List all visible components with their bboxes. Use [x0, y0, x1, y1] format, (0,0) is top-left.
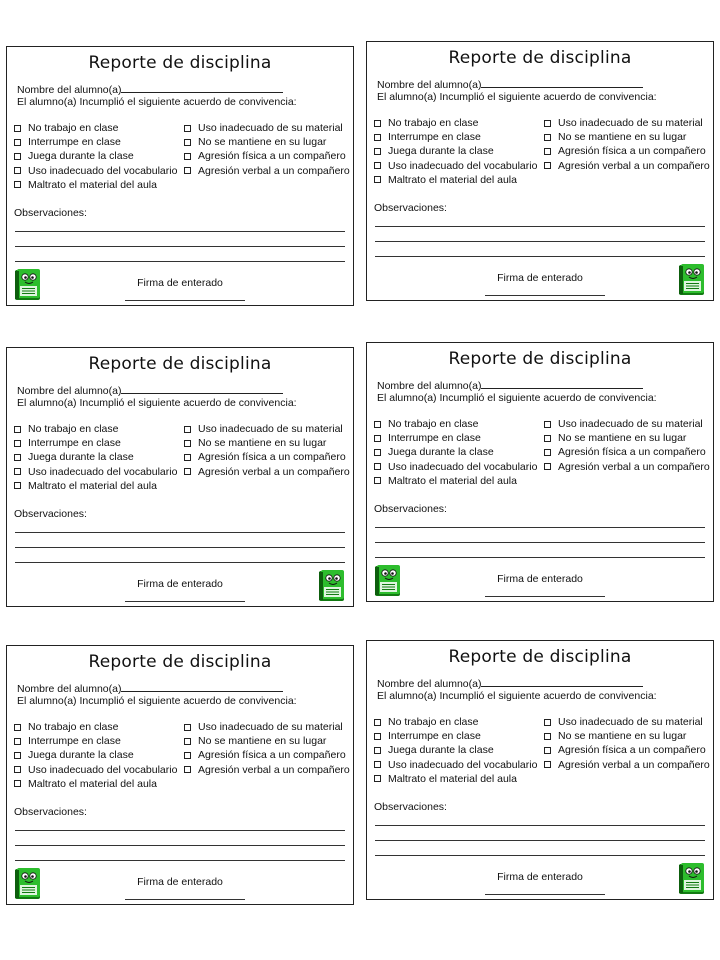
checklist-left — [14, 422, 177, 493]
checklist-item-label: Agresión física a un compañero — [198, 150, 346, 163]
agreement-text: El alumno(a) Incumplió el siguiente acuerdo de convivencia: — [17, 397, 297, 409]
checkbox-icon[interactable] — [374, 719, 381, 726]
checklist-item[interactable] — [184, 422, 350, 436]
checklist-item-label: Juega durante la clase — [28, 150, 134, 163]
checkbox-icon[interactable] — [184, 125, 191, 132]
observation-line[interactable] — [375, 840, 705, 841]
checklist-item-label: Interrumpe en clase — [28, 136, 121, 149]
card-title: Reporte de disciplina — [448, 48, 632, 68]
checkbox-icon[interactable] — [374, 761, 381, 768]
green-book-mascot-icon — [678, 262, 706, 296]
checklist-item-label: Agresión verbal a un compañero — [558, 758, 710, 771]
discipline-report-card — [6, 645, 354, 905]
observation-line[interactable] — [15, 532, 345, 533]
checkbox-icon[interactable] — [184, 724, 191, 731]
checklist-item[interactable] — [184, 121, 350, 135]
checkbox-icon[interactable] — [544, 120, 551, 127]
student-name-label: Nombre del alumno(a) — [17, 683, 122, 695]
checklist-item[interactable] — [544, 417, 710, 431]
checkbox-icon[interactable] — [184, 454, 191, 461]
checklist-item[interactable] — [544, 130, 710, 144]
checklist-item-label: Agresión verbal a un compañero — [558, 159, 710, 172]
agreement-text: El alumno(a) Incumplió el siguiente acuerdo de convivencia: — [377, 91, 657, 103]
checklist-item-label: Maltrato el material del aula — [388, 474, 517, 487]
checklist-item[interactable] — [14, 748, 177, 762]
checklist-item[interactable] — [184, 436, 350, 450]
checkbox-icon[interactable] — [544, 719, 551, 726]
checkbox-icon[interactable] — [374, 134, 381, 141]
checklist-item-label: No se mantiene en su lugar — [558, 730, 687, 743]
checkbox-icon[interactable] — [14, 139, 21, 146]
observation-line[interactable] — [15, 231, 345, 232]
signature-line[interactable] — [485, 894, 605, 895]
checkbox-icon[interactable] — [14, 167, 21, 174]
signature-line[interactable] — [125, 300, 245, 301]
checkbox-icon[interactable] — [14, 482, 21, 489]
checklist-item-label: Maltrato el material del aula — [28, 777, 157, 790]
checklist-item-label: Interrumpe en clase — [388, 432, 481, 445]
checklist-item[interactable] — [374, 474, 537, 488]
checklist-item[interactable] — [544, 431, 710, 445]
checklist-item-label: Juega durante la clase — [388, 145, 494, 158]
checkbox-icon[interactable] — [184, 153, 191, 160]
checklist-item[interactable] — [14, 164, 177, 178]
checkbox-icon[interactable] — [544, 134, 551, 141]
checklist-item-label: Maltrato el material del aula — [28, 479, 157, 492]
checklist-item[interactable] — [374, 772, 537, 786]
card-title: Reporte de disciplina — [88, 652, 272, 672]
checklist-item[interactable] — [184, 465, 350, 479]
checkbox-icon[interactable] — [14, 724, 21, 731]
student-name-field[interactable] — [377, 78, 643, 91]
checklist-item-label: No se mantiene en su lugar — [558, 432, 687, 445]
checklist-item-label: Agresión verbal a un compañero — [198, 164, 350, 177]
checklist-left — [374, 715, 537, 786]
checkbox-icon[interactable] — [374, 733, 381, 740]
checkbox-icon[interactable] — [374, 421, 381, 428]
checklist-item-label: Uso inadecuado del vocabulario — [388, 758, 538, 771]
checklist-item-label: Interrumpe en clase — [388, 131, 481, 144]
checklist-item[interactable] — [14, 450, 177, 464]
observation-line[interactable] — [15, 845, 345, 846]
checklist-item[interactable] — [374, 445, 537, 459]
checkbox-icon[interactable] — [14, 766, 21, 773]
checklist-item[interactable] — [544, 715, 710, 729]
checklist-item-label: No trabajo en clase — [388, 418, 479, 431]
checkbox-icon[interactable] — [184, 738, 191, 745]
agreement-text: El alumno(a) Incumplió el siguiente acuerdo de convivencia: — [377, 690, 657, 702]
green-book-mascot-icon — [318, 568, 346, 602]
checklist-item[interactable] — [14, 734, 177, 748]
checklist-item[interactable] — [14, 422, 177, 436]
checklist-item-label: Uso inadecuado del vocabulario — [28, 465, 178, 478]
student-name-field[interactable] — [377, 379, 643, 392]
checklist-right — [184, 422, 350, 479]
checklist-item-label: Agresión física a un compañero — [558, 145, 706, 158]
checkbox-icon[interactable] — [184, 440, 191, 447]
checkbox-icon[interactable] — [14, 468, 21, 475]
signature-label: Firma de enterado — [137, 578, 223, 590]
checkbox-icon[interactable] — [374, 176, 381, 183]
checklist-item[interactable] — [14, 121, 177, 135]
checkbox-icon[interactable] — [544, 463, 551, 470]
observations-label: Observaciones: — [14, 508, 87, 520]
checklist-item[interactable] — [14, 465, 177, 479]
checkbox-icon[interactable] — [544, 421, 551, 428]
checklist-item-label: Uso inadecuado del vocabulario — [388, 460, 538, 473]
checklist-item[interactable] — [544, 445, 710, 459]
checklist-item[interactable] — [544, 144, 710, 158]
discipline-report-card — [6, 347, 354, 607]
checkbox-icon[interactable] — [374, 775, 381, 782]
student-name-blank[interactable] — [121, 83, 283, 93]
checkbox-icon[interactable] — [14, 738, 21, 745]
checklist-item[interactable] — [184, 450, 350, 464]
checklist-item[interactable] — [184, 149, 350, 163]
checklist-item[interactable] — [14, 763, 177, 777]
checkbox-icon[interactable] — [544, 733, 551, 740]
checklist-item[interactable] — [374, 173, 537, 187]
checklist-item-label: Agresión física a un compañero — [198, 451, 346, 464]
checklist-right — [544, 417, 710, 474]
checkbox-icon[interactable] — [14, 426, 21, 433]
student-name-field[interactable] — [17, 83, 283, 96]
checkbox-icon[interactable] — [374, 463, 381, 470]
signature-label: Firma de enterado — [137, 277, 223, 289]
student-name-blank[interactable] — [121, 384, 283, 394]
observation-line[interactable] — [375, 855, 705, 856]
checklist-item[interactable] — [374, 729, 537, 743]
checklist-item[interactable] — [374, 743, 537, 757]
checklist-left — [14, 121, 177, 192]
checklist-item[interactable] — [374, 159, 537, 173]
checkbox-icon[interactable] — [374, 449, 381, 456]
checkbox-icon[interactable] — [544, 435, 551, 442]
checkbox-icon[interactable] — [14, 440, 21, 447]
checklist-item-label: Agresión física a un compañero — [198, 749, 346, 762]
checkbox-icon[interactable] — [374, 747, 381, 754]
observation-line[interactable] — [375, 256, 705, 257]
checklist-item-label: Uso inadecuado de su material — [198, 721, 343, 734]
checklist-item[interactable] — [184, 748, 350, 762]
checklist-item[interactable] — [184, 734, 350, 748]
checkbox-icon[interactable] — [544, 761, 551, 768]
observation-line[interactable] — [15, 830, 345, 831]
checklist-item[interactable] — [544, 758, 710, 772]
checkbox-icon[interactable] — [544, 747, 551, 754]
checklist-item-label: No trabajo en clase — [28, 122, 119, 135]
card-title: Reporte de disciplina — [88, 53, 272, 73]
observation-line[interactable] — [15, 246, 345, 247]
checkbox-icon[interactable] — [14, 125, 21, 132]
observations-label: Observaciones: — [374, 801, 447, 813]
checklist-item[interactable] — [374, 144, 537, 158]
checkbox-icon[interactable] — [184, 426, 191, 433]
checklist-item-label: No se mantiene en su lugar — [198, 437, 327, 450]
observation-line[interactable] — [375, 542, 705, 543]
checklist-item-label: Juega durante la clase — [388, 446, 494, 459]
checklist-right — [184, 720, 350, 777]
checklist-left — [374, 417, 537, 488]
student-name-blank[interactable] — [121, 682, 283, 692]
checklist-item[interactable] — [374, 130, 537, 144]
student-name-blank[interactable] — [481, 677, 643, 687]
checkbox-icon[interactable] — [184, 468, 191, 475]
checklist-item-label: Interrumpe en clase — [388, 730, 481, 743]
checklist-item-label: Juega durante la clase — [28, 451, 134, 464]
checklist-right — [544, 715, 710, 772]
checklist-item[interactable] — [14, 178, 177, 192]
checklist-item-label: No se mantiene en su lugar — [558, 131, 687, 144]
checklist-item-label: Uso inadecuado de su material — [198, 122, 343, 135]
checklist-item-label: Uso inadecuado de su material — [558, 716, 703, 729]
checklist-item-label: No trabajo en clase — [388, 117, 479, 130]
observation-line[interactable] — [375, 557, 705, 558]
signature-line[interactable] — [485, 295, 605, 296]
signature-line[interactable] — [125, 899, 245, 900]
student-name-label: Nombre del alumno(a) — [17, 84, 122, 96]
green-book-mascot-icon — [374, 563, 402, 597]
observation-line[interactable] — [15, 547, 345, 548]
checklist-item-label: Agresión verbal a un compañero — [198, 763, 350, 776]
checkbox-icon[interactable] — [14, 752, 21, 759]
checklist-item[interactable] — [374, 460, 537, 474]
student-name-label: Nombre del alumno(a) — [377, 79, 482, 91]
signature-label: Firma de enterado — [497, 871, 583, 883]
observation-line[interactable] — [15, 562, 345, 563]
agreement-text: El alumno(a) Incumplió el siguiente acuerdo de convivencia: — [377, 392, 657, 404]
observation-line[interactable] — [375, 825, 705, 826]
checkbox-icon[interactable] — [544, 449, 551, 456]
checklist-left — [14, 720, 177, 791]
observation-line[interactable] — [375, 527, 705, 528]
checkbox-icon[interactable] — [184, 752, 191, 759]
checklist-item[interactable] — [374, 116, 537, 130]
checkbox-icon[interactable] — [184, 766, 191, 773]
checklist-item-label: Agresión verbal a un compañero — [558, 460, 710, 473]
checklist-item-label: Uso inadecuado de su material — [558, 117, 703, 130]
discipline-report-card — [366, 41, 714, 301]
checkbox-icon[interactable] — [374, 120, 381, 127]
observations-label: Observaciones: — [14, 806, 87, 818]
checklist-item-label: No trabajo en clase — [28, 721, 119, 734]
discipline-report-card — [366, 342, 714, 602]
observation-line[interactable] — [15, 261, 345, 262]
checklist-item[interactable] — [14, 436, 177, 450]
green-book-mascot-icon — [14, 267, 42, 301]
checklist-item-label: Agresión verbal a un compañero — [198, 465, 350, 478]
checkbox-icon[interactable] — [14, 454, 21, 461]
signature-label: Firma de enterado — [497, 573, 583, 585]
checkbox-icon[interactable] — [374, 162, 381, 169]
checklist-item[interactable] — [14, 149, 177, 163]
student-name-label: Nombre del alumno(a) — [17, 385, 122, 397]
discipline-report-card — [6, 46, 354, 306]
checkbox-icon[interactable] — [374, 435, 381, 442]
checklist-item[interactable] — [374, 715, 537, 729]
checklist-item-label: Uso inadecuado del vocabulario — [28, 763, 178, 776]
student-name-label: Nombre del alumno(a) — [377, 678, 482, 690]
checklist-right — [184, 121, 350, 178]
observations-label: Observaciones: — [14, 207, 87, 219]
checkbox-icon[interactable] — [14, 181, 21, 188]
observations-label: Observaciones: — [374, 202, 447, 214]
checklist-item[interactable] — [184, 135, 350, 149]
agreement-text: El alumno(a) Incumplió el siguiente acuerdo de convivencia: — [17, 96, 297, 108]
checklist-item[interactable] — [184, 720, 350, 734]
checklist-item-label: Maltrato el material del aula — [388, 173, 517, 186]
checklist-item[interactable] — [374, 417, 537, 431]
checkbox-icon[interactable] — [374, 477, 381, 484]
checklist-item-label: Maltrato el material del aula — [388, 772, 517, 785]
checkbox-icon[interactable] — [374, 148, 381, 155]
checklist-item-label: Maltrato el material del aula — [28, 178, 157, 191]
signature-line[interactable] — [125, 601, 245, 602]
checklist-item[interactable] — [14, 135, 177, 149]
observation-line[interactable] — [375, 241, 705, 242]
observation-line[interactable] — [375, 226, 705, 227]
checklist-right — [544, 116, 710, 173]
checklist-item[interactable] — [14, 777, 177, 791]
student-name-blank[interactable] — [481, 379, 643, 389]
checklist-item-label: Agresión física a un compañero — [558, 744, 706, 757]
discipline-report-card — [366, 640, 714, 900]
green-book-mascot-icon — [678, 861, 706, 895]
checkbox-icon[interactable] — [184, 139, 191, 146]
checklist-left — [374, 116, 537, 187]
checklist-item-label: No se mantiene en su lugar — [198, 735, 327, 748]
checklist-item-label: Uso inadecuado del vocabulario — [28, 164, 178, 177]
checklist-item-label: No se mantiene en su lugar — [198, 136, 327, 149]
green-book-mascot-icon — [14, 866, 42, 900]
checklist-item[interactable] — [544, 743, 710, 757]
checklist-item-label: Uso inadecuado del vocabulario — [388, 159, 538, 172]
checklist-item-label: Interrumpe en clase — [28, 735, 121, 748]
checkbox-icon[interactable] — [544, 162, 551, 169]
checkbox-icon[interactable] — [14, 153, 21, 160]
checklist-item-label: Juega durante la clase — [388, 744, 494, 757]
checklist-item-label: No trabajo en clase — [28, 423, 119, 436]
agreement-text: El alumno(a) Incumplió el siguiente acuerdo de convivencia: — [17, 695, 297, 707]
checklist-item[interactable] — [544, 116, 710, 130]
checkbox-icon[interactable] — [184, 167, 191, 174]
checklist-item[interactable] — [14, 479, 177, 493]
checklist-item-label: Interrumpe en clase — [28, 437, 121, 450]
card-title: Reporte de disciplina — [88, 354, 272, 374]
checkbox-icon[interactable] — [14, 780, 21, 787]
signature-line[interactable] — [485, 596, 605, 597]
student-name-field[interactable] — [377, 677, 643, 690]
checklist-item[interactable] — [544, 460, 710, 474]
student-name-blank[interactable] — [481, 78, 643, 88]
checklist-item[interactable] — [14, 720, 177, 734]
observations-label: Observaciones: — [374, 503, 447, 515]
checklist-item[interactable] — [374, 431, 537, 445]
signature-label: Firma de enterado — [137, 876, 223, 888]
checklist-item[interactable] — [184, 763, 350, 777]
student-name-label: Nombre del alumno(a) — [377, 380, 482, 392]
student-name-field[interactable] — [17, 682, 283, 695]
card-title: Reporte de disciplina — [448, 349, 632, 369]
card-title: Reporte de disciplina — [448, 647, 632, 667]
checklist-item-label: Uso inadecuado de su material — [558, 418, 703, 431]
checklist-item[interactable] — [544, 159, 710, 173]
checklist-item-label: Uso inadecuado de su material — [198, 423, 343, 436]
checklist-item-label: Juega durante la clase — [28, 749, 134, 762]
checklist-item-label: No trabajo en clase — [388, 716, 479, 729]
signature-label: Firma de enterado — [497, 272, 583, 284]
checkbox-icon[interactable] — [544, 148, 551, 155]
observation-line[interactable] — [15, 860, 345, 861]
checklist-item-label: Agresión física a un compañero — [558, 446, 706, 459]
checklist-item[interactable] — [184, 164, 350, 178]
checklist-item[interactable] — [544, 729, 710, 743]
student-name-field[interactable] — [17, 384, 283, 397]
checklist-item[interactable] — [374, 758, 537, 772]
